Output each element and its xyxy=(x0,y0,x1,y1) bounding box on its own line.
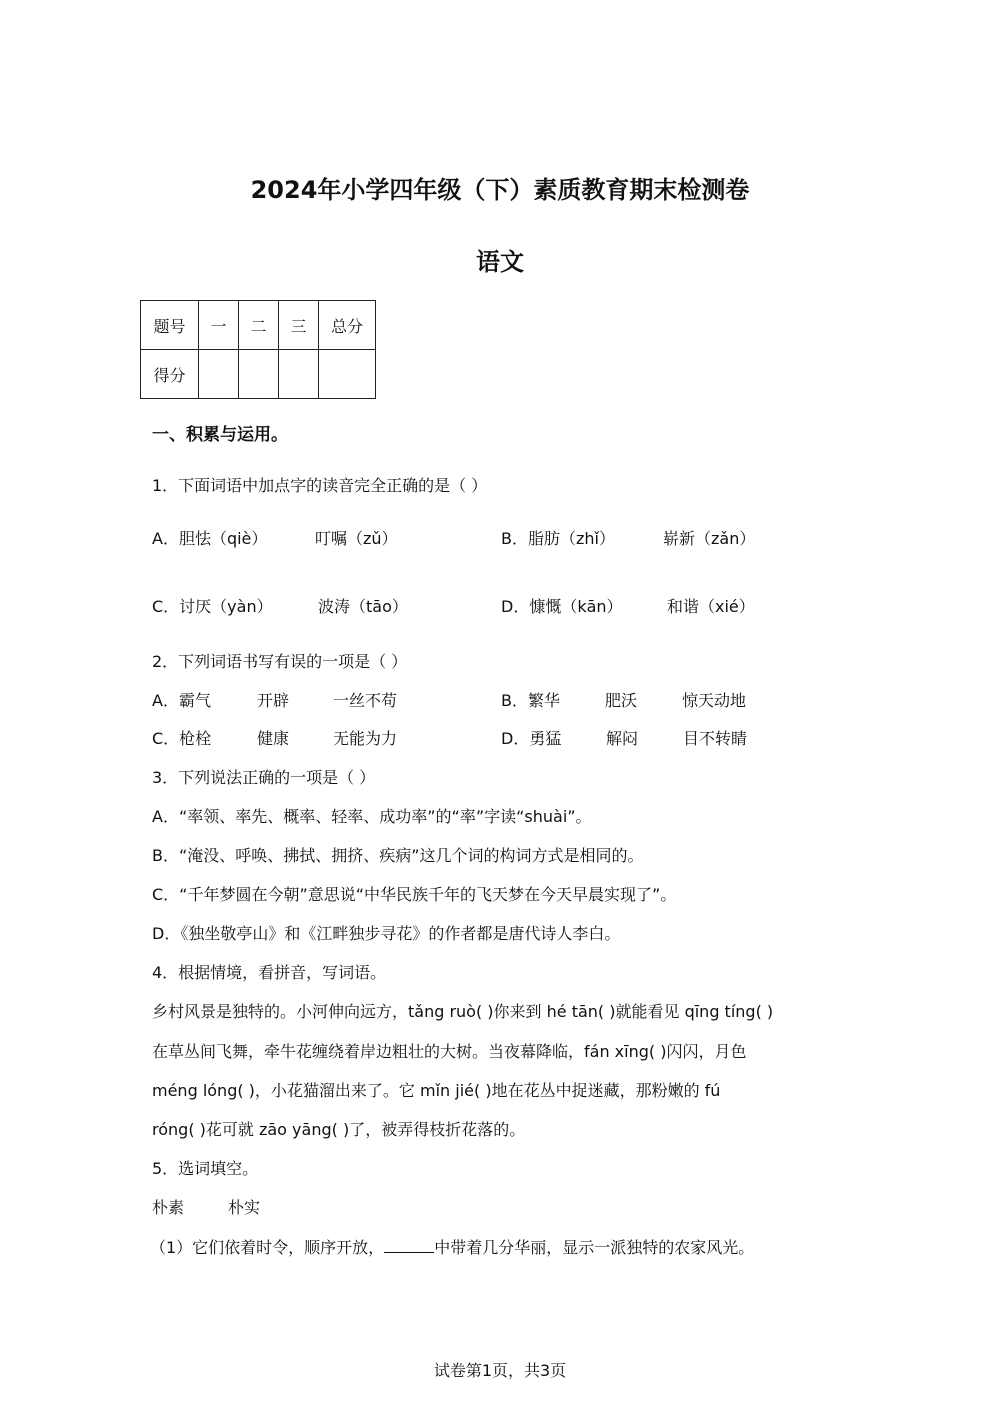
q4-passage-line: méng lóng( )，小花猫溜出来了。它 mǐn jié( )地在花丛中捉迷藏，那粉嫩的 fú xyxy=(152,1081,721,1100)
q5-sentence-1-post: 中带着几分华丽，显示一派独特的农家风光。 xyxy=(434,1238,755,1257)
q1-option-a: A．胆怯（qiè） xyxy=(152,529,268,548)
q2-option-b-1: B．繁华 xyxy=(501,691,560,710)
score-table-score-row xyxy=(141,350,376,399)
q2-option-d-1: D．勇猛 xyxy=(501,729,562,748)
q1-option-c-2: 波涛（tāo） xyxy=(318,597,408,616)
q3-option-d: D．《独坐敬亭山》和《江畔独步寻花》的作者都是唐代诗人李白。 xyxy=(152,924,621,943)
score-cell xyxy=(199,350,239,399)
page-subtitle: 语文 xyxy=(476,248,524,276)
score-header-cell: 一 xyxy=(199,301,239,350)
question-5-stem: 5．选词填空。 xyxy=(152,1159,259,1178)
fill-blank[interactable] xyxy=(384,1238,434,1253)
q1-option-d: D．慷慨（kān） xyxy=(501,597,623,616)
q2-option-a-3: 一丝不苟 xyxy=(333,691,398,710)
question-4-stem: 4．根据情境，看拼音，写词语。 xyxy=(152,963,387,982)
q5-option-1: 朴素 xyxy=(152,1198,185,1217)
q4-passage-line: 乡村风景是独特的。小河伸向远方，tǎng ruò( )你来到 hé tān( )就能看见 qīng tíng( ) xyxy=(152,1002,774,1021)
q2-option-a-2: 开辟 xyxy=(257,691,290,710)
q1-option-b: B．脂肪（zhǐ） xyxy=(501,529,615,548)
q2-option-d-3: 目不转睛 xyxy=(683,729,748,748)
question-2-stem: 2．下列词语书写有误的一项是（ ） xyxy=(152,652,408,671)
score-table-header-row xyxy=(141,301,376,350)
score-header-cell: 题号 xyxy=(141,301,199,350)
q2-option-c-3: 无能为力 xyxy=(333,729,398,748)
page-title: 2024年小学四年级（下）素质教育期末检测卷 xyxy=(250,176,750,204)
q3-option-b: B．“淹没、呼唤、拂拭、拥挤、疾病”这几个词的构词方式是相同的。 xyxy=(152,846,644,865)
q2-option-b-2: 肥沃 xyxy=(605,691,638,710)
q2-option-a-1: A．霸气 xyxy=(152,691,211,710)
question-3-stem: 3．下列说法正确的一项是（ ） xyxy=(152,768,376,787)
q5-option-2: 朴实 xyxy=(228,1198,261,1217)
page-footer: 试卷第1页，共3页 xyxy=(433,1361,567,1380)
q1-option-a-2: 叮嘱（zǔ） xyxy=(315,529,398,548)
q5-sentence-1-pre: （1）它们依着时令，顺序开放， xyxy=(150,1238,385,1257)
q1-option-d-2: 和谐（xié） xyxy=(667,597,755,616)
q1-option-c: C．讨厌（yàn） xyxy=(152,597,273,616)
score-row-label: 得分 xyxy=(141,350,199,399)
score-table xyxy=(140,300,376,399)
score-header-cell: 三 xyxy=(279,301,319,350)
q2-option-b-3: 惊天动地 xyxy=(682,691,747,710)
score-cell xyxy=(319,350,376,399)
q2-option-c-2: 健康 xyxy=(257,729,290,748)
score-cell xyxy=(279,350,319,399)
q3-option-a: A．“率领、率先、概率、轻率、成功率”的“率”字读“shuài”。 xyxy=(152,807,592,826)
q1-option-b-2: 崭新（zǎn） xyxy=(663,529,756,548)
score-cell xyxy=(239,350,279,399)
question-1-stem: 1．下面词语中加点字的读音完全正确的是（ ） xyxy=(152,476,488,495)
q4-passage-line: róng( )花可就 zāo yāng( )了，被弄得枝折花落的。 xyxy=(152,1120,526,1139)
section-heading: 一、积累与运用。 xyxy=(152,425,288,445)
q5-sentence-1 xyxy=(150,1235,754,1258)
q2-option-d-2: 解闷 xyxy=(606,729,639,748)
q3-option-c: C．“千年梦圆在今朝”意思说“中华民族千年的飞天梦在今天早晨实现了”。 xyxy=(152,885,677,904)
q2-option-c-1: C．枪栓 xyxy=(152,729,212,748)
q4-passage-line: 在草丛间飞舞，牵牛花缠绕着岸边粗壮的大树。当夜幕降临，fán xīng( )闪闪，月色 xyxy=(152,1042,747,1061)
score-header-cell: 二 xyxy=(239,301,279,350)
score-header-cell: 总分 xyxy=(319,301,376,350)
